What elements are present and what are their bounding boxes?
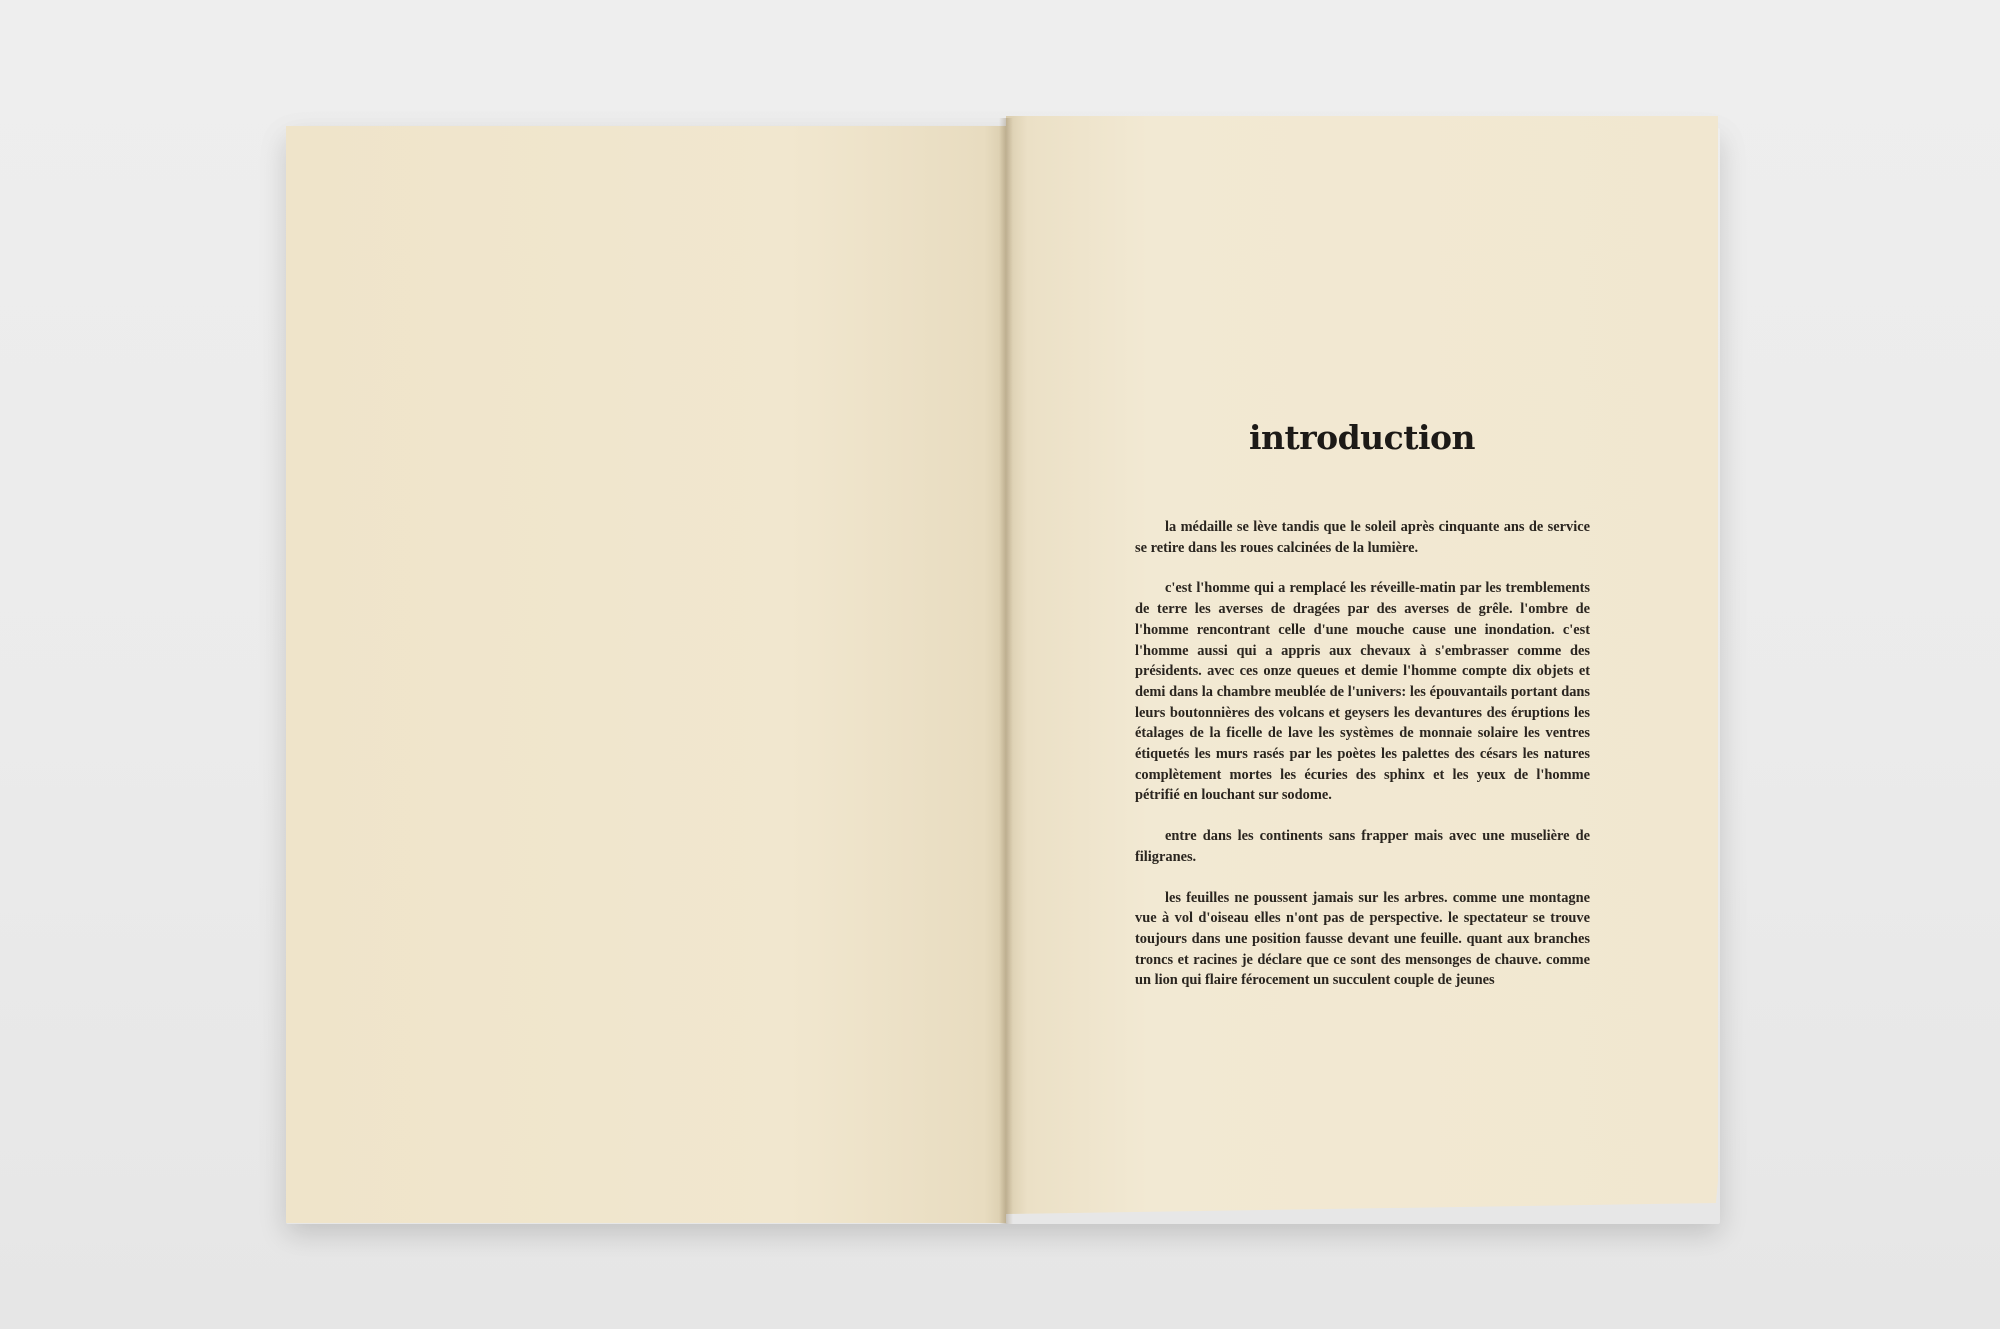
paragraph: la médaille se lève tandis que le soleil après cinquante ans de service se retire dans les roues calcinées de la lumière. (1135, 519, 1590, 556)
gutter-fold (999, 118, 1013, 1224)
paragraph: les feuilles ne poussent jamais sur les arbres. comme une montagne vue à vol d'oiseau elles n'ont pas de perspective. le spectateur se trouve toujours dans une position fausse devant une feuille. quant aux branches troncs et racines je déclare que ce sont des mensonges de chauve. comme un lion qui flaire férocement un succulent couple de jeunes (1135, 889, 1590, 989)
left-page (286, 126, 1006, 1223)
paragraph: c'est l'homme qui a remplacé les réveille-matin par les tremblements de terre les averses de dragées par des averses de grêle. l'ombre de l'homme rencontrant celle d'une mouche cause une inondation. c'est l'homme aussi qui a appris aux chevaux à s'embrasser comme des présidents. avec ces onze queues et demie l'homme compte dix objets et demi dans la chambre meublée de l'univers: les épouvantails portant dans leurs boutonnières des volcans et geysers les devantures des éruptions les étalages de la ficelle de lave les systèmes de monnaie solaire les ventres étiquetés les murs rasés par les poètes les palettes des césars les natures complètement mortes les écuries des sphinx et les yeux de l'homme pétrifié en louchant sur sodome. (1135, 580, 1590, 804)
page-title: introduction (1248, 418, 1476, 457)
paragraph: entre dans les continents sans frapper mais avec une muselière de filigranes. (1135, 828, 1590, 865)
body-text (1135, 517, 1590, 991)
